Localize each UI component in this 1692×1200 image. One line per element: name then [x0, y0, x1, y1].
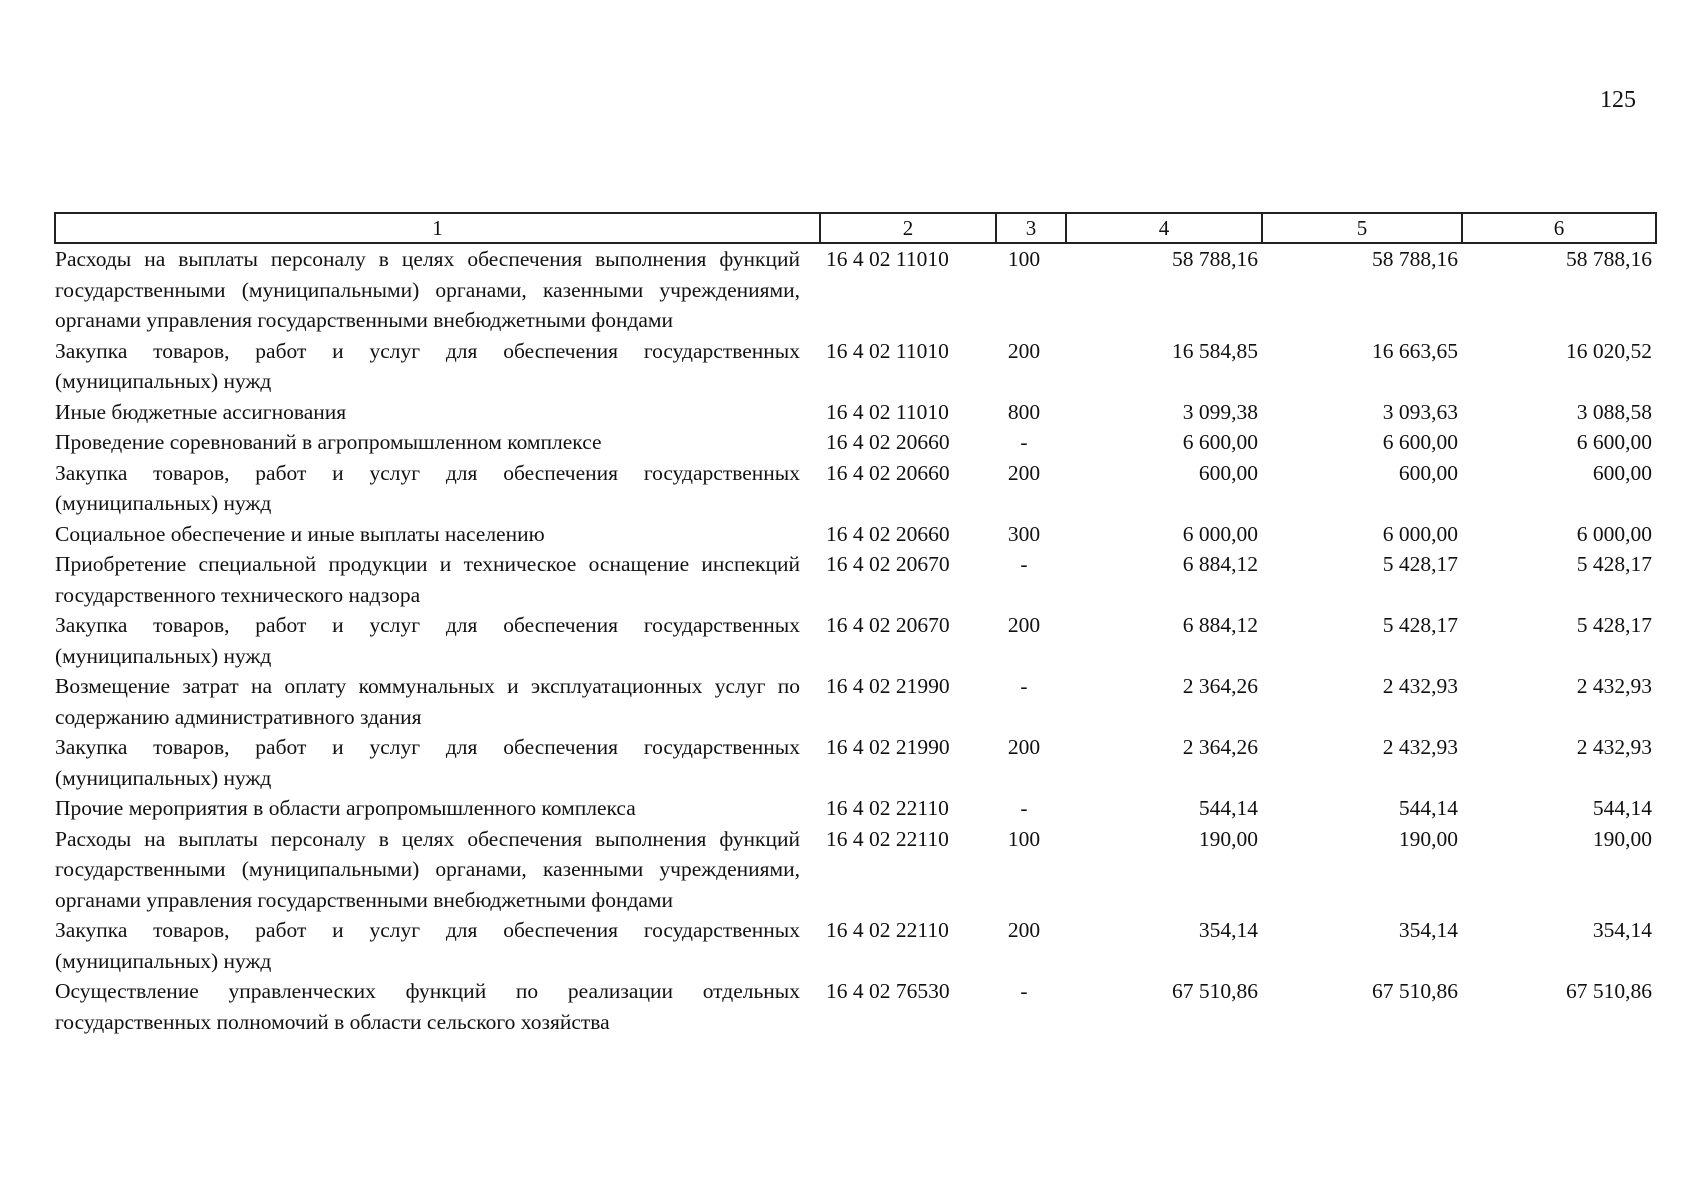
target-code: 16 4 02 21990 — [826, 735, 950, 759]
budget-table — [54, 212, 1657, 1037]
amount-col4: 190,00 — [1198, 826, 1258, 851]
amount-col4: 600,00 — [1198, 460, 1258, 485]
table-row — [55, 671, 1656, 732]
table-row — [55, 243, 1656, 336]
table-row — [55, 976, 1656, 1037]
expense-type: 200 — [1007, 918, 1041, 942]
amount-col6: 544,14 — [1592, 796, 1652, 820]
amount-col4: 6 884,12 — [1182, 613, 1258, 637]
expense-type: 800 — [1007, 399, 1041, 424]
expense-type: 200 — [1007, 338, 1041, 363]
amount-col6: 2 432,93 — [1576, 735, 1652, 759]
target-code: 16 4 02 11010 — [826, 399, 949, 424]
amount-col4: 354,14 — [1198, 918, 1258, 942]
column-header: 6 — [1462, 213, 1656, 243]
amount-col4: 58 788,16 — [1172, 247, 1258, 271]
target-code: 16 4 02 20660 — [826, 521, 950, 546]
amount-col5: 600,00 — [1398, 460, 1458, 485]
expense-name: Осуществление управленческих функций по реализации отдельных государственных полномочий в области сельского хозяйства — [55, 979, 800, 1034]
amount-col5: 16 663,65 — [1372, 338, 1458, 363]
amount-col4: 16 584,85 — [1172, 338, 1258, 363]
table-row — [55, 732, 1656, 793]
amount-col5: 6 600,00 — [1382, 430, 1458, 454]
expense-name: Закупка товаров, работ и услуг для обеспечения государственных (муниципальных) нужд — [55, 735, 800, 790]
table-row — [55, 458, 1656, 519]
table-row — [55, 915, 1656, 976]
expense-type: 100 — [1007, 826, 1041, 851]
table-row — [55, 549, 1656, 610]
amount-col4: 2 364,26 — [1182, 735, 1258, 759]
expense-name: Проведение соревнований в агропромышленном комплексе — [55, 430, 602, 454]
expense-name: Возмещение затрат на оплату коммунальных и эксплуатационных услуг по содержанию административного здания — [55, 674, 800, 729]
target-code: 16 4 02 20670 — [826, 613, 950, 637]
expense-name: Закупка товаров, работ и услуг для обеспечения государственных (муниципальных) нужд — [55, 460, 800, 515]
expense-type: 200 — [1007, 460, 1041, 485]
amount-col6: 58 788,16 — [1566, 247, 1652, 271]
expense-name: Приобретение специальной продукции и техническое оснащение инспекций государственного технического надзора — [55, 552, 800, 607]
amount-col6: 600,00 — [1592, 460, 1652, 485]
amount-col6: 3 088,58 — [1576, 399, 1652, 424]
expense-type: 300 — [1007, 521, 1041, 546]
amount-col5: 5 428,17 — [1382, 613, 1458, 637]
expense-type: - — [1020, 552, 1028, 576]
target-code: 16 4 02 11010 — [826, 247, 949, 271]
amount-col6: 6 600,00 — [1576, 430, 1652, 454]
target-code: 16 4 02 22110 — [826, 918, 949, 942]
target-code: 16 4 02 20660 — [826, 430, 950, 454]
expense-type: - — [1020, 796, 1028, 820]
amount-col5: 3 093,63 — [1382, 399, 1458, 424]
amount-col6: 67 510,86 — [1566, 979, 1652, 1003]
amount-col6: 190,00 — [1592, 826, 1652, 851]
amount-col5: 58 788,16 — [1372, 247, 1458, 271]
column-header: 3 — [996, 213, 1066, 243]
target-code: 16 4 02 22110 — [826, 796, 949, 820]
table-row — [55, 824, 1656, 916]
amount-col4: 6 884,12 — [1182, 552, 1258, 576]
expense-name: Расходы на выплаты персоналу в целях обеспечения выполнения функций государственными (муниципальными) органами, казенными учреждениями, органами управления государственными внебюджетными фондами — [55, 247, 800, 332]
amount-col5: 5 428,17 — [1382, 552, 1458, 576]
expense-type: - — [1020, 979, 1028, 1003]
table-row — [55, 427, 1656, 458]
amount-col4: 6 000,00 — [1182, 521, 1258, 546]
amount-col5: 2 432,93 — [1382, 735, 1458, 759]
column-header: 5 — [1262, 213, 1462, 243]
target-code: 16 4 02 11010 — [826, 338, 949, 363]
column-header: 2 — [820, 213, 996, 243]
table-header-row — [55, 213, 1656, 243]
column-header: 1 — [55, 213, 820, 243]
column-header: 4 — [1066, 213, 1262, 243]
amount-col4: 3 099,38 — [1182, 399, 1258, 424]
page-number: 125 — [1600, 87, 1636, 113]
expense-name: Закупка товаров, работ и услуг для обеспечения государственных (муниципальных) нужд — [55, 613, 800, 668]
amount-col4: 544,14 — [1198, 796, 1258, 820]
amount-col6: 2 432,93 — [1576, 674, 1652, 698]
expense-type: 200 — [1007, 735, 1041, 759]
expense-type: 200 — [1007, 613, 1041, 637]
target-code: 16 4 02 20660 — [826, 460, 950, 485]
amount-col5: 2 432,93 — [1382, 674, 1458, 698]
amount-col4: 67 510,86 — [1172, 979, 1258, 1003]
amount-col4: 6 600,00 — [1182, 430, 1258, 454]
expense-name: Прочие мероприятия в области агропромышленного комплекса — [55, 796, 636, 820]
expense-name: Закупка товаров, работ и услуг для обеспечения государственных (муниципальных) нужд — [55, 918, 800, 973]
table-row — [55, 336, 1656, 397]
amount-col5: 544,14 — [1398, 796, 1458, 820]
amount-col6: 354,14 — [1592, 918, 1652, 942]
amount-col6: 16 020,52 — [1566, 338, 1652, 363]
expense-type: 100 — [1007, 247, 1041, 271]
amount-col5: 67 510,86 — [1372, 979, 1458, 1003]
amount-col6: 6 000,00 — [1576, 521, 1652, 546]
target-code: 16 4 02 21990 — [826, 674, 950, 698]
amount-col5: 190,00 — [1398, 826, 1458, 851]
amount-col5: 6 000,00 — [1382, 521, 1458, 546]
amount-col6: 5 428,17 — [1576, 552, 1652, 576]
amount-col4: 2 364,26 — [1182, 674, 1258, 698]
expense-name: Социальное обеспечение и иные выплаты населению — [55, 521, 545, 546]
table-row — [55, 519, 1656, 550]
expense-name: Расходы на выплаты персоналу в целях обеспечения выполнения функций государственными (муниципальными) органами, казенными учреждениями, органами управления государственными внебюджетными фондами — [55, 826, 800, 912]
table-row — [55, 397, 1656, 428]
expense-name: Закупка товаров, работ и услуг для обеспечения государственных (муниципальных) нужд — [55, 338, 800, 393]
expense-type: - — [1020, 430, 1028, 454]
expense-type: - — [1020, 674, 1028, 698]
table-row — [55, 793, 1656, 824]
amount-col6: 5 428,17 — [1576, 613, 1652, 637]
expense-name: Иные бюджетные ассигнования — [55, 399, 347, 424]
table-row — [55, 610, 1656, 671]
target-code: 16 4 02 22110 — [826, 826, 949, 851]
target-code: 16 4 02 20670 — [826, 552, 950, 576]
amount-col5: 354,14 — [1398, 918, 1458, 942]
target-code: 16 4 02 76530 — [826, 979, 950, 1003]
